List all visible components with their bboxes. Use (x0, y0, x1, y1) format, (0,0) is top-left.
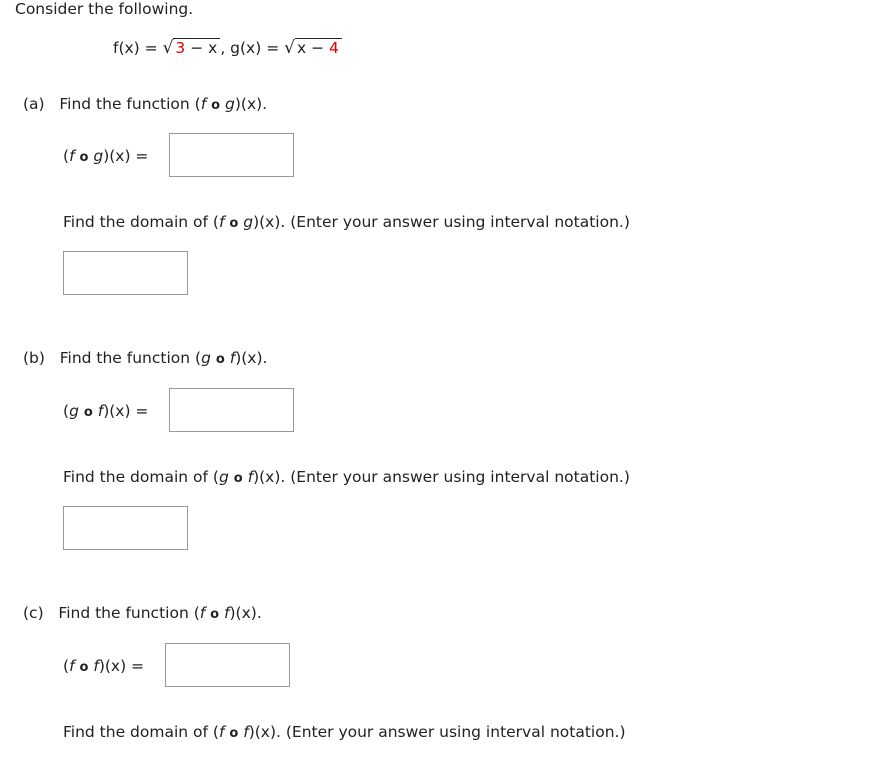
equation-post: )(x) = (103, 402, 149, 420)
part-a-equation-label: (f o g)(x) = (63, 147, 149, 165)
part-letter: (a) (23, 95, 45, 113)
equation-post: )(x) = (98, 657, 145, 675)
outer-function: g (69, 402, 79, 420)
outer-function: g (218, 468, 229, 486)
compose-icon: o (229, 216, 239, 231)
compose-icon: o (229, 726, 239, 741)
f-radicand (173, 38, 220, 57)
g-radical (284, 38, 342, 58)
outer-function: f (200, 95, 207, 113)
prompt-pre: Find the function ( (58, 604, 200, 622)
domain-pre: Find the domain of ( (63, 468, 219, 486)
prompt-post: )(x). (235, 349, 268, 367)
inner-function: f (247, 468, 254, 486)
prompt-pre: Find the function ( (59, 349, 202, 367)
domain-pre: Find the domain of ( (63, 213, 219, 231)
f-radical (163, 38, 221, 58)
outer-function: f (69, 147, 75, 165)
outer-function: f (199, 604, 206, 622)
inner-function: f (93, 657, 99, 675)
g-radicand-value: 4 (328, 39, 339, 57)
part-c-prompt (23, 603, 262, 625)
domain-post: )(x). (Enter your answer using interval notation.) (253, 213, 630, 231)
inner-function: f (97, 402, 104, 420)
part-a-domain-prompt (63, 212, 630, 234)
intro-text: Consider the following. (15, 0, 194, 18)
prompt-pre: Find the function ( (59, 95, 201, 113)
part-b-domain-input[interactable] (63, 506, 188, 550)
compose-icon: o (83, 405, 93, 420)
compose-icon: o (211, 98, 221, 113)
g-definition-label: g(x) = (230, 39, 285, 57)
definition-separator: , (220, 39, 231, 57)
part-letter: (c) (23, 604, 44, 622)
part-c-domain-prompt (63, 722, 626, 744)
radical-icon: √ (284, 38, 295, 58)
outer-function: f (218, 723, 225, 741)
function-definitions (113, 38, 342, 58)
compose-icon: o (79, 150, 89, 165)
part-c-function-input[interactable] (165, 643, 290, 687)
part-b-function-input[interactable] (169, 388, 294, 432)
compose-icon: o (233, 471, 243, 486)
part-b-equation-label: (g o f)(x) = (63, 402, 149, 420)
part-letter: (b) (23, 349, 45, 367)
part-b-prompt (23, 348, 267, 370)
inner-function: f (224, 604, 230, 622)
part-a-prompt (23, 94, 267, 116)
part-a-domain-input[interactable] (63, 251, 188, 295)
outer-function: g (201, 349, 211, 367)
prompt-post: )(x). (229, 604, 262, 622)
part-a-function-input[interactable] (169, 133, 294, 177)
f-definition-label: f(x) = (113, 39, 163, 57)
g-radicand (295, 38, 342, 57)
domain-post: )(x). (Enter your answer using interval notation.) (253, 468, 630, 486)
compose-icon: o (210, 607, 220, 622)
inner-function: g (243, 213, 254, 231)
outer-function: f (218, 213, 225, 231)
inner-function: g (225, 95, 235, 113)
part-c-equation-label: (f o f)(x) = (63, 657, 145, 675)
compose-icon: o (215, 352, 225, 367)
radical-icon: √ (162, 38, 174, 58)
inner-function: g (93, 147, 104, 165)
f-radicand-value: 3 (175, 39, 186, 57)
inner-function: f (243, 723, 249, 741)
equation-post: )(x) = (103, 147, 149, 165)
inner-function: f (229, 349, 236, 367)
domain-pre: Find the domain of ( (63, 723, 219, 741)
g-radicand-var: x − (296, 39, 329, 57)
domain-post: )(x). (Enter your answer using interval notation.) (248, 723, 626, 741)
f-radicand-rest: − x (185, 39, 218, 57)
outer-function: f (69, 657, 75, 675)
part-b-domain-prompt (63, 467, 630, 489)
prompt-post: )(x). (234, 95, 268, 113)
compose-icon: o (79, 660, 89, 675)
